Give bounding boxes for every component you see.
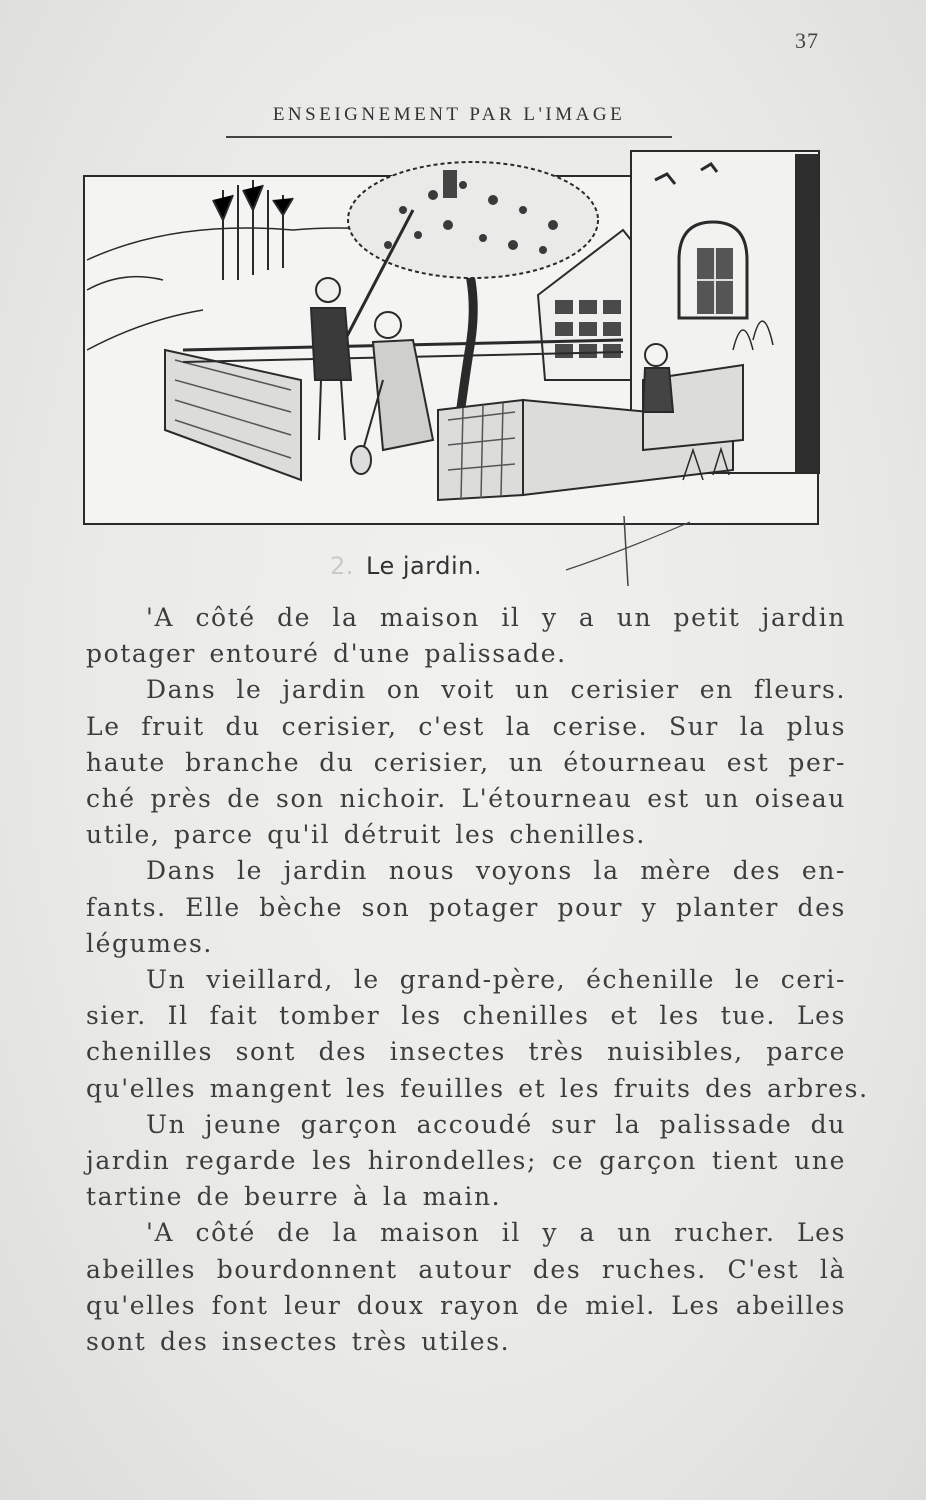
text-line: Dans le jardin nous voyons la mère des en- [146, 856, 846, 886]
text-line: chenilles sont des insectes très nuisibles, parce [86, 1037, 846, 1067]
text-line: haute branche du cerisier, un étourneau est per- [86, 747, 846, 777]
handwritten-cross-mark [560, 512, 700, 592]
text-line: légumes. [86, 928, 213, 958]
text-line: qu'elles mangent les feuilles et les fruits des arbres. [86, 1073, 869, 1103]
paragraph [86, 853, 846, 962]
figure-caption [330, 552, 482, 580]
text-line: Le fruit du cerisier, c'est la cerise. Sur la plus [86, 711, 846, 741]
text-line: jardin regarde les hirondelles; ce garçon tient une [86, 1146, 846, 1176]
lesson-text [86, 600, 869, 1360]
text-line: 'A côté de la maison il y a un petit jardin [146, 603, 846, 632]
text-line: Un jeune garçon accoudé sur la palissade du [146, 1109, 846, 1139]
paragraph [86, 1215, 846, 1360]
text-line: 'A côté de la maison il y a un rucher. Les [146, 1218, 846, 1248]
caption-number: 2. [330, 552, 354, 580]
text-line: ché près de son nichoir. L'étourneau est un oiseau [86, 784, 846, 814]
text-line: utile, parce qu'il détruit les chenilles. [86, 820, 646, 850]
text-line: potager entouré d'une palissade. [86, 639, 567, 669]
page-number: 37 [795, 28, 819, 53]
heading-underline [226, 136, 672, 138]
section-heading: ENSEIGNEMENT PAR L'IMAGE [272, 104, 626, 125]
text-line: Dans le jardin on voit un cerisier en fleurs. [146, 675, 846, 705]
paragraph [86, 962, 869, 1107]
text-line: qu'elles font leur doux rayon de miel. Les abeilles [86, 1290, 846, 1320]
text-line: Un vieillard, le grand-père, échenille le ceri- [146, 965, 846, 995]
text-line: fants. Elle bèche son potager pour y planter des [86, 892, 846, 922]
paragraph [86, 1107, 846, 1216]
paragraph [86, 672, 846, 853]
text-line: sont des insectes très utiles. [86, 1327, 511, 1357]
text-line: tartine de beurre à la main. [86, 1182, 502, 1212]
paragraph [86, 600, 846, 672]
garden-illustration [83, 150, 821, 526]
caption-title: Le jardin. [366, 552, 482, 580]
text-line: abeilles bourdonnent autour des ruches. C'est là [86, 1254, 846, 1284]
text-line: sier. Il fait tomber les chenilles et les tue. Les [86, 1001, 846, 1031]
